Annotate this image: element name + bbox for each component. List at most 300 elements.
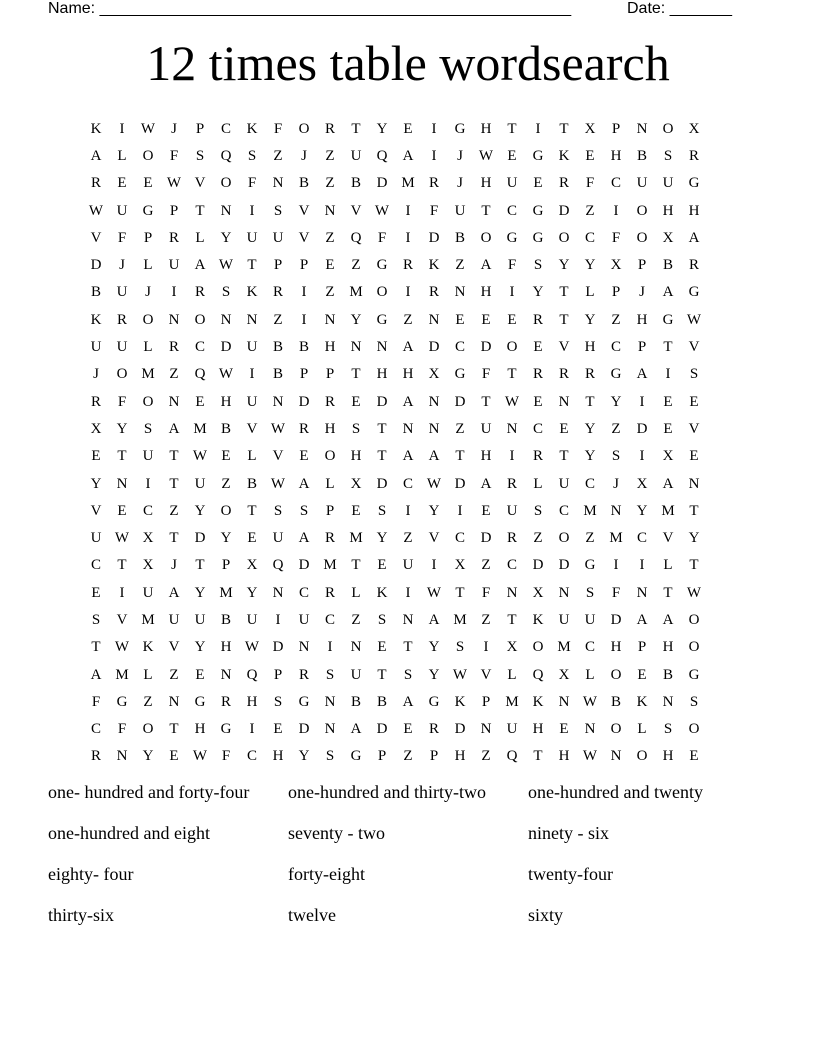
grid-letter: G [584,557,596,574]
grid-letter: T [455,584,465,601]
grid-letter: Z [403,530,413,547]
grid-letter: Q [506,748,518,765]
grid-letter: Z [325,147,335,164]
grid-letter: U [402,557,414,574]
grid-letter: Z [143,693,153,710]
grid-letter: E [117,175,127,192]
grid-letter: Y [428,666,440,683]
letter-grid [83,115,733,770]
grid-letter: Z [611,311,621,328]
grid-row [83,224,733,251]
grid-letter: T [507,611,517,628]
grid-letter: Y [428,502,440,519]
grid-letter: T [117,448,127,465]
grid-letter: X [688,120,700,137]
grid-letter: J [457,175,463,192]
grid-letter: D [376,475,388,492]
grid-letter: Y [636,502,648,519]
grid-letter: O [220,175,232,192]
grid-letter: R [584,366,595,383]
grid-letter: E [195,393,205,410]
grid-letter: U [506,175,518,192]
grid-letter: J [171,557,177,574]
grid-row [83,497,733,524]
grid-letter: A [428,611,440,628]
grid-letter: M [609,530,623,547]
grid-letter: Z [351,611,361,628]
grid-row [83,251,733,278]
grid-letter: O [220,502,232,519]
grid-letter: W [582,693,598,710]
grid-letter: F [429,202,439,219]
grid-letter: O [662,120,674,137]
grid-letter: Z [169,666,179,683]
grid-letter: W [218,366,234,383]
grid-letter: M [401,175,415,192]
grid-letter: T [663,339,673,356]
grid-letter: H [376,366,388,383]
grid-letter: K [90,120,102,137]
grid-letter: N [376,339,388,356]
grid-letter: H [350,448,362,465]
grid-letter: D [428,339,440,356]
grid-letter: B [272,339,283,356]
grid-letter: O [532,639,544,656]
grid-row [83,388,733,415]
grid-letter: V [298,229,310,246]
grid-letter: X [428,366,440,383]
grid-letter: W [686,584,702,601]
grid-letter: D [428,229,440,246]
grid-letter: W [114,639,130,656]
grid-letter: Z [455,257,465,274]
grid-letter: T [351,120,361,137]
grid-letter: U [90,339,102,356]
grid-letter: K [246,120,258,137]
grid-letter: D [454,721,466,738]
grid-letter: R [324,393,335,410]
grid-letter: E [403,721,413,738]
grid-letter: W [478,147,494,164]
word-list-item: one- hundred and forty-four [48,782,250,802]
grid-letter: M [141,611,155,628]
grid-letter: C [584,475,595,492]
grid-letter: W [374,202,390,219]
grid-letter: O [142,721,154,738]
grid-letter: T [455,448,465,465]
grid-letter: T [351,557,361,574]
grid-letter: F [117,393,127,410]
grid-letter: L [585,666,595,683]
grid-letter: C [610,175,621,192]
grid-letter: E [195,666,205,683]
grid-letter: B [376,693,387,710]
grid-letter: S [403,666,413,683]
grid-letter: A [350,721,362,738]
grid-row [83,142,733,169]
grid-letter: M [349,530,363,547]
grid-letter: Z [481,748,491,765]
grid-letter: U [116,202,128,219]
grid-letter: O [558,229,570,246]
grid-letter: H [636,311,648,328]
grid-letter: Y [298,748,310,765]
grid-letter: P [611,120,621,137]
grid-letter: D [610,611,622,628]
grid-letter: W [192,448,208,465]
grid-letter: U [194,475,206,492]
grid-letter: M [557,639,571,656]
grid-letter: X [506,639,518,656]
grid-letter: R [558,366,569,383]
grid-row [83,443,733,470]
grid-letter: E [663,393,673,410]
grid-letter: D [558,557,570,574]
grid-row [83,279,733,306]
grid-letter: A [480,475,492,492]
grid-letter: T [403,639,413,656]
grid-letter: E [117,502,127,519]
grid-letter: X [246,557,258,574]
grid-letter: S [325,666,335,683]
grid-letter: J [613,475,619,492]
grid-letter: Y [584,448,596,465]
grid-letter: J [171,120,177,137]
grid-letter: Q [246,666,258,683]
grid-letter: B [90,284,101,301]
grid-letter: C [506,557,517,574]
grid-letter: Y [246,584,258,601]
grid-letter: W [218,257,234,274]
grid-letter: R [428,284,439,301]
grid-letter: F [507,257,517,274]
grid-letter: K [428,257,440,274]
grid-letter: N [428,420,440,437]
grid-letter: D [454,393,466,410]
grid-letter: Q [194,366,206,383]
date-field-label: Date: _______ [627,0,732,17]
grid-letter: E [91,584,101,601]
grid-letter: M [349,284,363,301]
grid-letter: B [350,175,361,192]
grid-letter: V [662,530,674,547]
grid-letter: J [145,284,151,301]
grid-letter: W [270,475,286,492]
grid-letter: K [246,284,258,301]
grid-letter: C [90,557,101,574]
grid-letter: Y [350,311,362,328]
grid-letter: E [689,393,699,410]
grid-letter: C [636,530,647,547]
grid-letter: M [323,557,337,574]
grid-letter: E [689,448,699,465]
grid-letter: P [377,748,387,765]
grid-letter: U [662,175,674,192]
grid-letter: R [194,284,205,301]
grid-letter: L [195,229,205,246]
grid-letter: T [377,420,387,437]
grid-letter: E [481,502,491,519]
grid-letter: D [376,175,388,192]
grid-letter: N [558,584,570,601]
grid-letter: A [636,366,648,383]
grid-letter: L [585,284,595,301]
grid-row [83,634,733,661]
grid-letter: Y [688,530,700,547]
grid-letter: D [90,257,102,274]
grid-letter: P [429,748,439,765]
grid-letter: U [194,611,206,628]
grid-letter: E [455,311,465,328]
grid-letter: U [246,339,258,356]
grid-letter: E [585,147,595,164]
grid-letter: Z [403,311,413,328]
grid-letter: G [532,202,544,219]
grid-letter: R [428,721,439,738]
grid-letter: Y [428,639,440,656]
grid-letter: C [558,502,569,519]
grid-letter: N [272,175,284,192]
grid-letter: Z [481,611,491,628]
grid-letter: U [272,530,284,547]
grid-letter: T [481,202,491,219]
grid-letter: T [481,393,491,410]
grid-letter: I [639,393,645,410]
grid-letter: V [350,202,362,219]
grid-letter: R [298,420,309,437]
grid-letter: N [324,721,336,738]
grid-letter: W [140,120,156,137]
word-list-item: forty-eight [288,864,365,884]
grid-letter: N [324,202,336,219]
grid-letter: E [377,557,387,574]
grid-letter: P [221,557,231,574]
grid-letter: G [688,666,700,683]
grid-letter: Y [584,311,596,328]
grid-letter: R [532,366,543,383]
grid-row [83,579,733,606]
grid-letter: V [428,530,440,547]
grid-letter: E [507,311,517,328]
grid-letter: L [247,448,257,465]
grid-letter: N [116,748,128,765]
grid-letter: T [195,202,205,219]
grid-letter: G [688,284,700,301]
grid-letter: N [688,475,700,492]
grid-letter: Q [376,147,388,164]
grid-letter: R [324,530,335,547]
grid-letter: S [377,502,387,519]
grid-letter: E [637,666,647,683]
grid-row [83,524,733,551]
grid-letter: O [688,639,700,656]
grid-letter: Y [584,257,596,274]
grid-letter: C [246,748,257,765]
grid-letter: T [247,502,257,519]
grid-letter: H [194,721,206,738]
grid-letter: M [505,693,519,710]
grid-letter: T [689,557,699,574]
grid-letter: X [662,448,674,465]
grid-letter: O [116,366,128,383]
grid-letter: N [506,420,518,437]
grid-letter: M [193,420,207,437]
grid-row [83,306,733,333]
grid-letter: O [194,311,206,328]
grid-letter: L [143,339,153,356]
grid-letter: S [247,147,257,164]
grid-letter: P [273,257,283,274]
grid-letter: W [452,666,468,683]
grid-letter: S [325,748,335,765]
grid-letter: Z [169,502,179,519]
grid-letter: D [194,530,206,547]
grid-letter: I [119,120,125,137]
grid-letter: N [220,202,232,219]
grid-letter: A [480,257,492,274]
grid-letter: V [298,202,310,219]
grid-letter: R [168,229,179,246]
grid-letter: A [428,448,440,465]
grid-row [83,470,733,497]
grid-letter: D [298,393,310,410]
grid-letter: A [402,693,414,710]
grid-row [83,606,733,633]
grid-letter: Q [220,147,232,164]
grid-letter: N [220,666,232,683]
grid-letter: Z [169,366,179,383]
grid-letter: H [662,639,674,656]
grid-letter: O [610,721,622,738]
grid-letter: V [194,175,206,192]
grid-letter: W [166,175,182,192]
grid-letter: O [480,229,492,246]
grid-letter: U [636,175,648,192]
grid-letter: L [533,475,543,492]
grid-letter: I [145,475,151,492]
grid-letter: H [220,639,232,656]
grid-letter: W [426,475,442,492]
grid-letter: H [584,339,596,356]
grid-letter: L [117,147,127,164]
grid-letter: I [509,284,515,301]
grid-letter: Y [220,530,232,547]
grid-letter: U [246,393,258,410]
grid-letter: N [558,393,570,410]
grid-letter: P [299,257,309,274]
grid-letter: L [325,475,335,492]
grid-letter: O [298,120,310,137]
grid-letter: E [507,147,517,164]
grid-letter: U [246,229,258,246]
grid-letter: M [219,584,233,601]
grid-letter: F [611,229,621,246]
grid-letter: G [688,175,700,192]
grid-letter: Y [376,120,388,137]
grid-letter: B [298,339,309,356]
grid-letter: O [688,611,700,628]
grid-letter: F [273,120,283,137]
grid-letter: A [688,229,700,246]
grid-letter: N [558,693,570,710]
grid-letter: N [428,311,440,328]
grid-letter: X [532,584,544,601]
word-list-item: sixty [528,905,564,925]
grid-letter: S [455,639,465,656]
grid-letter: D [376,393,388,410]
grid-letter: F [377,229,387,246]
grid-letter: I [405,284,411,301]
grid-letter: A [662,611,674,628]
grid-letter: H [610,639,622,656]
grid-row [83,361,733,388]
grid-letter: A [662,284,674,301]
grid-letter: Y [194,584,206,601]
grid-letter: P [481,693,491,710]
grid-letter: Z [325,175,335,192]
grid-letter: R [532,448,543,465]
grid-letter: H [480,120,492,137]
grid-letter: J [639,284,645,301]
grid-letter: R [688,257,699,274]
grid-letter: N [662,693,674,710]
grid-letter: I [119,584,125,601]
grid-letter: I [405,229,411,246]
grid-letter: F [247,175,257,192]
grid-row [83,415,733,442]
grid-letter: Y [194,639,206,656]
grid-letter: T [533,748,543,765]
grid-letter: T [377,666,387,683]
word-list [48,780,768,944]
grid-letter: T [689,502,699,519]
grid-letter: W [114,530,130,547]
grid-letter: R [532,311,543,328]
word-list-item: seventy - two [288,823,385,843]
grid-letter: N [168,693,180,710]
grid-letter: K [558,147,570,164]
grid-letter: T [117,557,127,574]
grid-row [83,661,733,688]
grid-letter: V [168,639,180,656]
grid-letter: T [169,721,179,738]
grid-letter: A [402,147,414,164]
grid-letter: E [481,311,491,328]
grid-letter: N [324,693,336,710]
grid-letter: X [636,475,648,492]
grid-letter: J [457,147,463,164]
grid-letter: I [613,557,619,574]
grid-letter: B [454,229,465,246]
grid-letter: I [431,147,437,164]
grid-letter: G [454,120,466,137]
grid-row [83,552,733,579]
grid-letter: K [454,693,466,710]
grid-letter: A [168,420,180,437]
grid-letter: I [249,366,255,383]
grid-letter: R [558,175,569,192]
grid-letter: W [88,202,104,219]
grid-letter: F [481,584,491,601]
grid-letter: S [221,284,231,301]
grid-letter: Y [142,748,154,765]
grid-letter: C [532,420,543,437]
grid-letter: W [582,748,598,765]
grid-letter: S [663,721,673,738]
grid-letter: I [665,366,671,383]
grid-letter: C [454,530,465,547]
grid-letter: V [90,502,102,519]
